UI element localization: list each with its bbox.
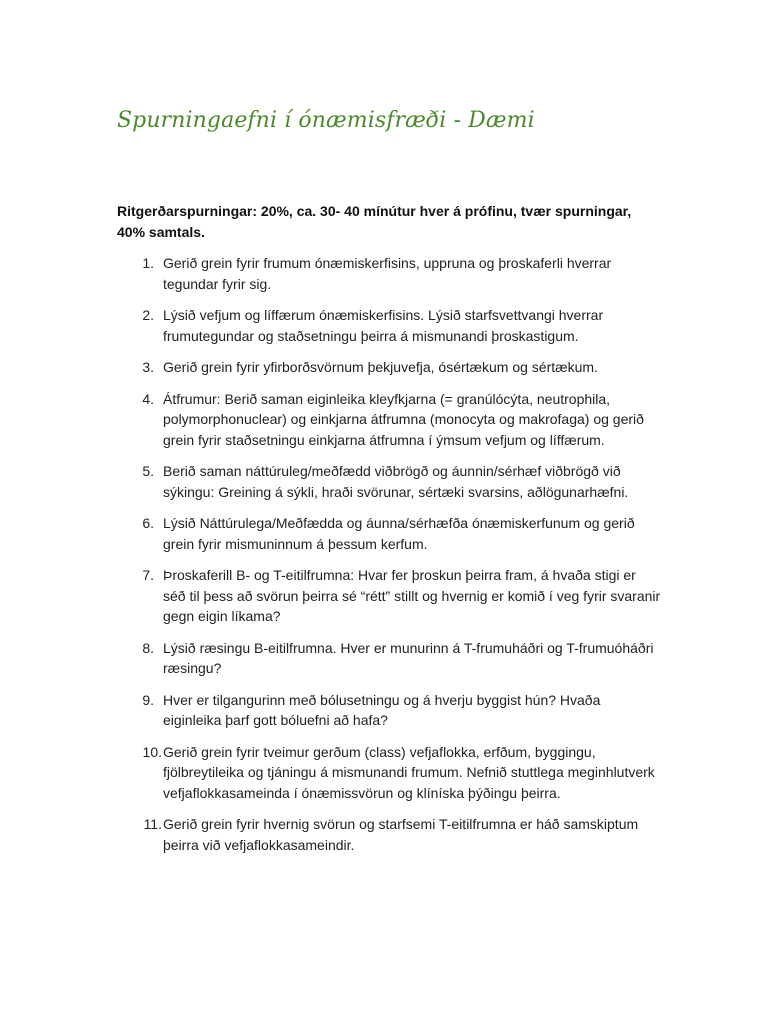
question-text: Gerið grein fyrir frumum ónæmiskerfisins, uppruna og þroskaferli hverrar tegundar fyrir sig. (163, 255, 612, 292)
question-number: 10. (142, 743, 162, 760)
question-number: 7. (142, 567, 154, 583)
question-number: 2. (142, 307, 154, 323)
question-number: 11. (143, 816, 162, 832)
question-item (117, 638, 662, 679)
section-heading: Ritgerðarspurningar: 20%, ca. 30- 40 mínútur hver á prófinu, tvær spurningar, 40% samtals. (117, 203, 632, 240)
question-text: Gerið grein fyrir yfirborðsvörnum þekjuvefja, ósértækum og sértækum. (163, 359, 598, 375)
question-text: Berið saman náttúruleg/meðfædd viðbrögð og áunnin/sérhæf viðbrögð við sýkingu: Greining á sýkli, hraði svörunar, sértæki svarsins, aðlögunarhæfni. (163, 463, 629, 500)
question-item (117, 461, 662, 502)
question-number: 1. (142, 255, 154, 271)
question-text: Átfrumur: Berið saman eiginleika kleyfkjarna (= granúlócýta, neutrophila, polymorphonuclear) og einkjarna átfrumna (monocyta og makrofaga) og gerið grein fyrir staðsetningu einkjarna átfrumna í ýmsum vefjum og líffærum. (163, 390, 644, 448)
question-number: 5. (142, 463, 154, 479)
question-number: 3. (142, 359, 154, 375)
question-item (117, 389, 662, 451)
question-text: Gerið grein fyrir tveimur gerðum (class) vefjaflokka, erfðum, byggingu, fjölbreytileika og tjáningu á mismunandi frumum. Nefnið stuttlega meginhlutverk vefjaflokkasameinda í ónæmissvörun og klíníska þýðingu þeirra. (163, 743, 655, 801)
question-item (117, 565, 662, 627)
question-text: Hver er tilgangurinn með bólusetningu og á hverju byggist hún? Hvaða eiginleika þarf gott bóluefni að hafa? (163, 691, 601, 728)
question-text: Lýsið Náttúrulega/Meðfædda og áunna/sérhæfða ónæmiskerfunum og gerið grein fyrir mismuninnum á þessum kerfum. (163, 515, 635, 552)
question-item (117, 253, 662, 294)
question-number: 4. (142, 390, 154, 407)
question-item (117, 513, 662, 554)
question-item (117, 814, 662, 855)
question-number: 9. (142, 691, 154, 708)
question-number: 8. (142, 639, 154, 656)
question-text: Þroskaferill B- og T-eitilfrumna: Hvar fer þroskun þeirra fram, á hvaða stigi er séð til þess að svörun þeirra sé “rétt” stillt og hvernig er komið í veg fyrir svaranir gegn eigin líkama? (163, 567, 661, 624)
document-title: Spurningaefni í ónæmisfræði - Dæmi (117, 108, 535, 133)
question-item (117, 305, 662, 346)
question-item (117, 742, 662, 804)
question-text: Gerið grein fyrir hvernig svörun og starfsemi T-eitilfrumna er háð samskiptum þeirra við vefjaflokkasameindir. (163, 816, 639, 853)
question-item (117, 357, 662, 378)
question-number: 6. (142, 515, 154, 531)
question-text: Lýsið vefjum og líffærum ónæmiskerfisins. Lýsið starfsvettvangi hverrar frumutegundar og staðsetningu þeirra á mismunandi þroskastigum. (163, 307, 604, 344)
question-item (117, 690, 662, 731)
question-text: Lýsið ræsingu B-eitilfrumna. Hver er munurinn á T-frumuháðri og T-frumuóháðri ræsingu? (163, 639, 654, 676)
question-list (117, 253, 662, 866)
